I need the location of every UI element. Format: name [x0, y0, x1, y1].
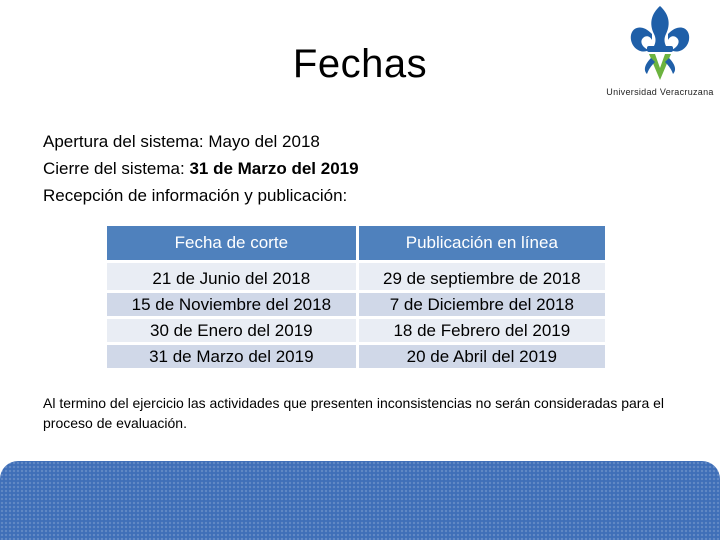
publication-date-cell: 7 de Diciembre del 2018: [359, 293, 605, 316]
dates-table: [104, 223, 608, 371]
table-row: [107, 345, 605, 368]
cutoff-date-cell: 15 de Noviembre del 2018: [107, 293, 356, 316]
closing-date-label: Cierre del sistema:: [43, 159, 190, 178]
closing-date-value: 31 de Marzo del 2019: [189, 159, 359, 178]
publication-date-cell: 20 de Abril del 2019: [359, 345, 605, 368]
cutoff-date-cell: 30 de Enero del 2019: [107, 319, 356, 342]
table-header-row: [107, 226, 605, 260]
publication-date-cell: 18 de Febrero del 2019: [359, 319, 605, 342]
table-row: [107, 319, 605, 342]
publication-date-cell: 29 de septiembre de 2018: [359, 263, 605, 290]
logo-text: Universidad Veracruzana: [606, 87, 714, 97]
footer-bar: [0, 461, 720, 540]
table-row: [107, 293, 605, 316]
cutoff-date-cell: 21 de Junio del 2018: [107, 263, 356, 290]
header-publication-date: Publicación en línea: [359, 226, 605, 260]
reception-label: Recepción de información y publicación:: [43, 186, 348, 205]
university-logo: [605, 4, 715, 100]
fleur-de-lis-icon: [627, 4, 693, 84]
intro-text: [43, 128, 359, 209]
closing-date: [43, 155, 359, 182]
cutoff-date-cell: 31 de Marzo del 2019: [107, 345, 356, 368]
header-cutoff-date: Fecha de corte: [107, 226, 356, 260]
opening-date: Apertura del sistema: Mayo del 2018: [43, 132, 320, 151]
table-row: [107, 263, 605, 290]
evaluation-note: Al termino del ejercicio las actividades que presenten inconsistencias no serán consideradas para el proceso de evaluación.: [43, 395, 665, 431]
slide-title: Fechas: [292, 42, 428, 86]
